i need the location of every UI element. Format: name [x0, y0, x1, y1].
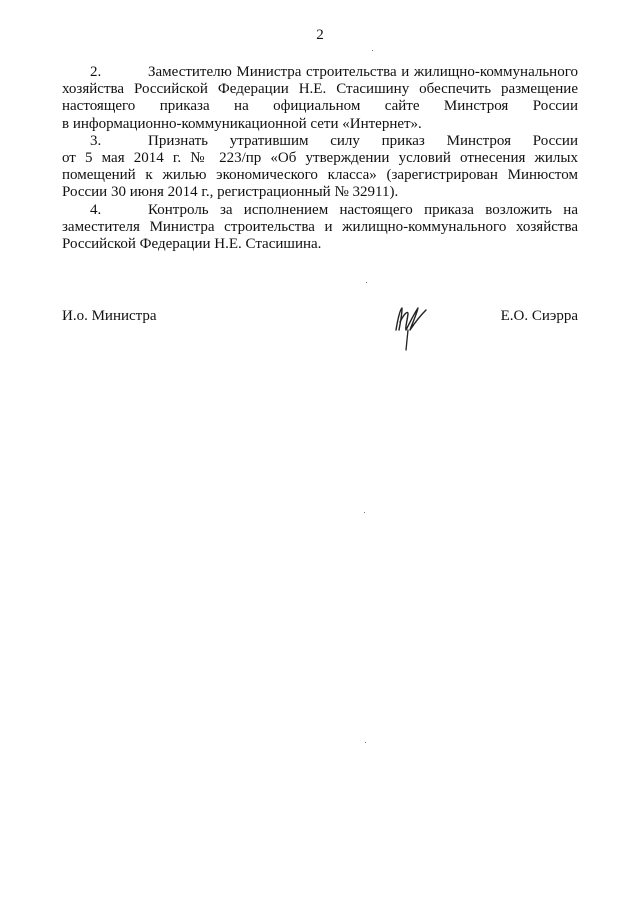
paragraph-line: заместителя Министра строительства и жилищно-коммунального хозяйства — [62, 218, 578, 235]
signature-block — [62, 308, 578, 368]
order-body — [62, 64, 578, 253]
paragraph-line: от 5 мая 2014 г. № 223/пр «Об утверждении условий отнесения жилых — [62, 150, 578, 167]
scan-speck — [364, 512, 365, 513]
paragraph-line — [62, 64, 578, 81]
scan-speck — [372, 50, 373, 51]
page-number: 2 — [316, 27, 324, 43]
paragraph-number: 3. — [90, 132, 102, 149]
signatory-name: Е.О. Сиэрра — [500, 308, 578, 324]
paragraph-number: 4. — [90, 201, 102, 218]
scan-speck — [365, 742, 366, 743]
paragraph-line — [62, 202, 578, 219]
handwritten-signature-icon — [390, 300, 430, 356]
line-text: Признать утратившим силу приказ Минстроя России — [148, 132, 578, 149]
paragraph-3 — [62, 133, 578, 202]
line-text: Контроль за исполнением настоящего приказа возложить на — [148, 201, 578, 218]
paragraph-line: настоящего приказа на официальном сайте Минстроя России — [62, 98, 578, 115]
paragraph-4 — [62, 202, 578, 254]
paragraph-2 — [62, 64, 578, 133]
scan-speck — [366, 282, 367, 283]
paragraph-number: 2. — [90, 64, 102, 80]
paragraph-line: Российской Федерации Н.Е. Стасишина. — [62, 236, 322, 253]
paragraph-line: помещений к жилью экономического класса» (зарегистрирован Минюстом — [62, 167, 578, 184]
signatory-title: И.о. Министра — [62, 308, 157, 324]
paragraph-line: хозяйства Российской Федерации Н.Е. Стасишину обеспечить размещение — [62, 81, 578, 98]
line-text: Заместителю Министра строительства и жилищно-коммунального — [148, 64, 578, 80]
paragraph-line: в информационно-коммуникационной сети «Интернет». — [62, 115, 422, 132]
paragraph-line — [62, 133, 578, 150]
paragraph-line: России 30 июня 2014 г., регистрационный № 32911). — [62, 184, 399, 201]
